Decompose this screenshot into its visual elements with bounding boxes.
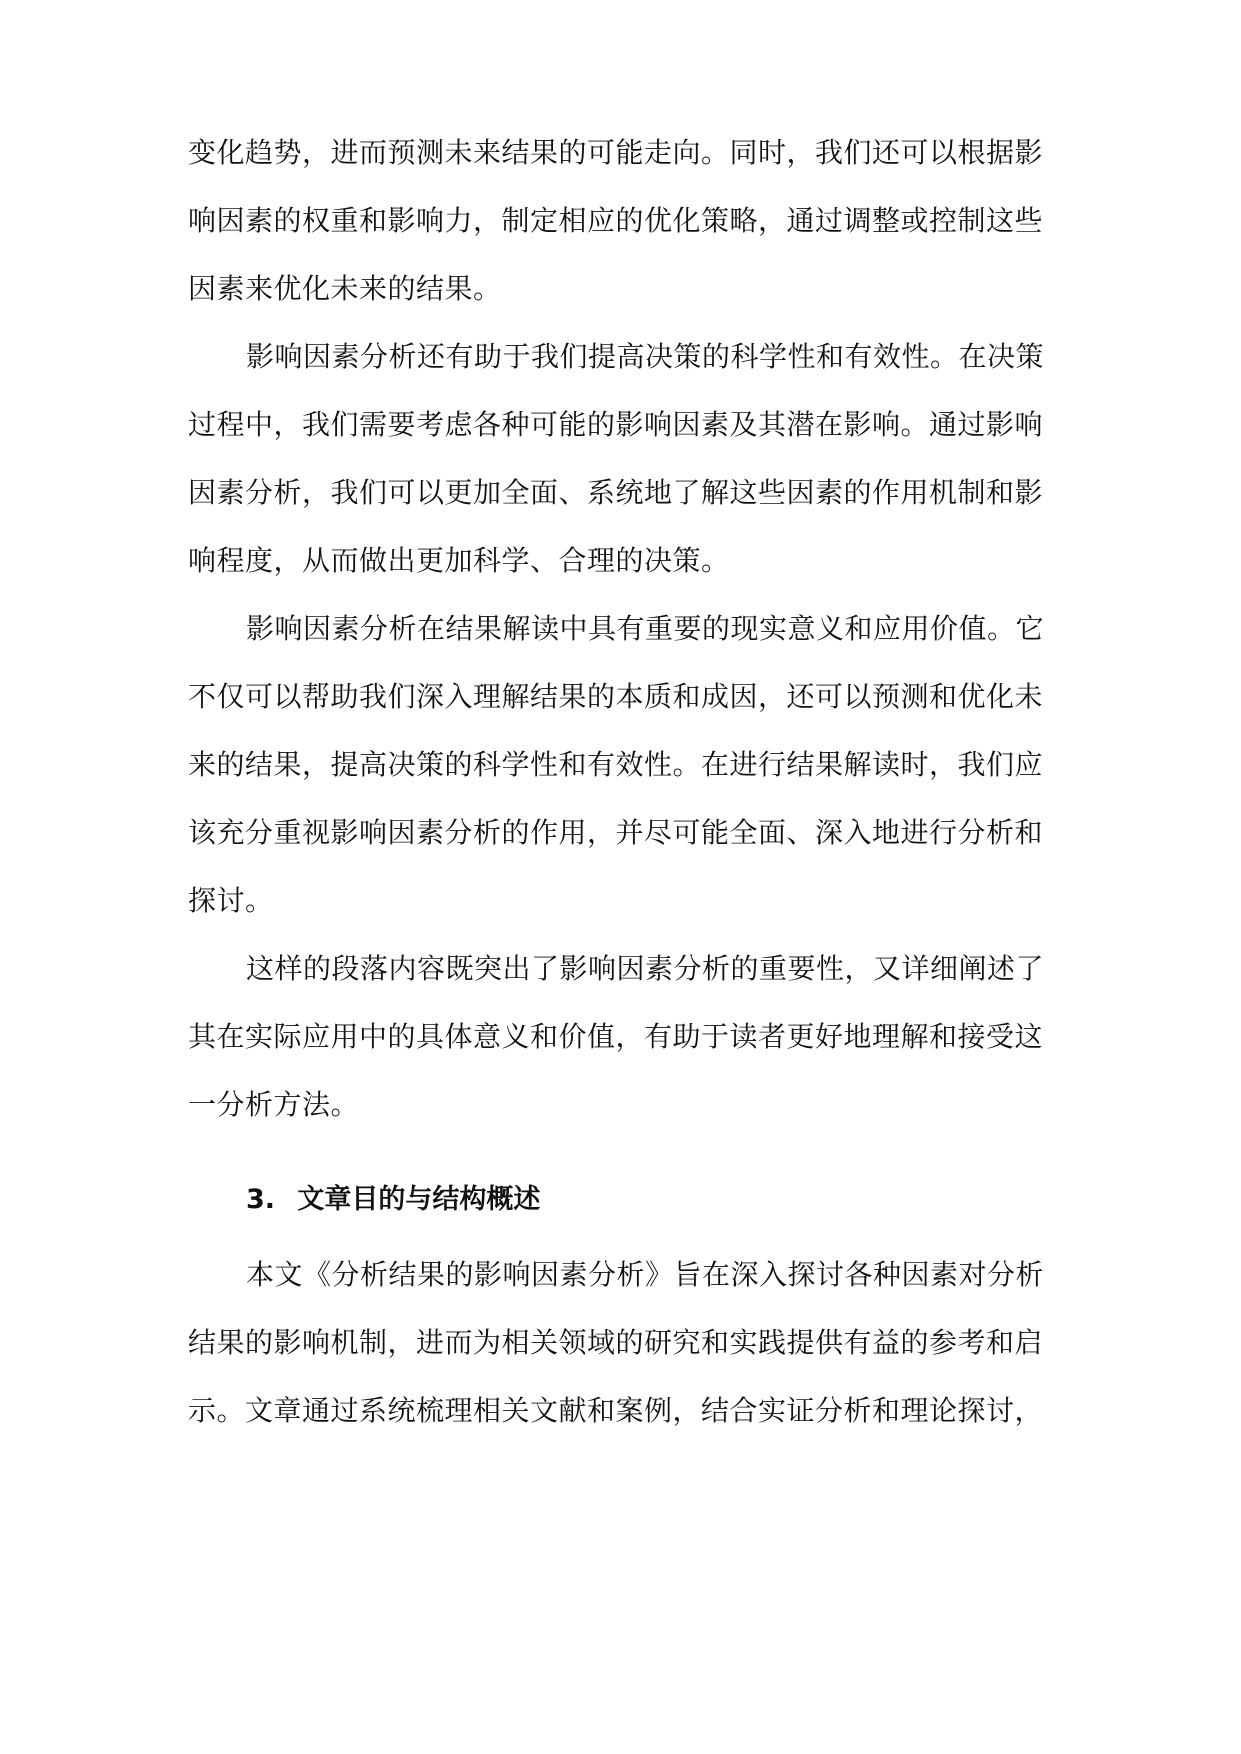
paragraph-3-line-4: 该充分重视影响因素分析的作用，并尽可能全面、深入地进行分析和: [188, 816, 1044, 849]
section-title: 文章目的与结构概述: [297, 1184, 541, 1215]
section-heading: [246, 1180, 1058, 1220]
paragraph-3-line-1: 影响因素分析在结果解读中具有重要的现实意义和应用价值。它: [246, 612, 1045, 645]
paragraph-4-line-1: 这样的段落内容既突出了影响因素分析的重要性，又详细阐述了: [246, 952, 1045, 985]
paragraph-2-line-3: 因素分析，我们可以更加全面、系统地了解这些因素的作用机制和影: [188, 476, 1044, 509]
paragraph-5-line-2: 结果的影响机制，进而为相关领域的研究和实践提供有益的参考和启: [188, 1326, 1044, 1359]
paragraph-1-line-3: 因素来优化未来的结果。: [188, 272, 502, 305]
paragraph-1-line-2: 响因素的权重和影响力，制定相应的优化策略，通过调整或控制这些: [188, 204, 1044, 237]
paragraph-5-line-3: 示。文章通过系统梳理相关文献和案例，结合实证分析和理论探讨，: [188, 1394, 1044, 1427]
paragraph-3-line-2: 不仅可以帮助我们深入理解结果的本质和成因，还可以预测和优化未: [188, 680, 1044, 713]
paragraph-2-line-2: 过程中，我们需要考虑各种可能的影响因素及其潜在影响。通过影响: [188, 408, 1044, 441]
paragraph-2-line-4: 响程度，从而做出更加科学、合理的决策。: [188, 544, 730, 577]
paragraph-4-line-3: 一分析方法。: [188, 1088, 360, 1121]
paragraph-2-line-1: 影响因素分析还有助于我们提高决策的科学性和有效性。在决策: [246, 340, 1045, 373]
paragraph-3-line-5: 探讨。: [188, 884, 274, 917]
paragraph-1-line-1: 变化趋势，进而预测未来结果的可能走向。同时，我们还可以根据影: [188, 136, 1044, 169]
paragraph-4-line-2: 其在实际应用中的具体意义和价值，有助于读者更好地理解和接受这: [188, 1020, 1044, 1053]
paragraph-3-line-3: 来的结果，提高决策的科学性和有效性。在进行结果解读时，我们应: [188, 748, 1044, 781]
section-number: 3.: [246, 1184, 276, 1215]
paragraph-5-line-1: 本文《分析结果的影响因素分析》旨在深入探讨各种因素对分析: [246, 1258, 1045, 1291]
